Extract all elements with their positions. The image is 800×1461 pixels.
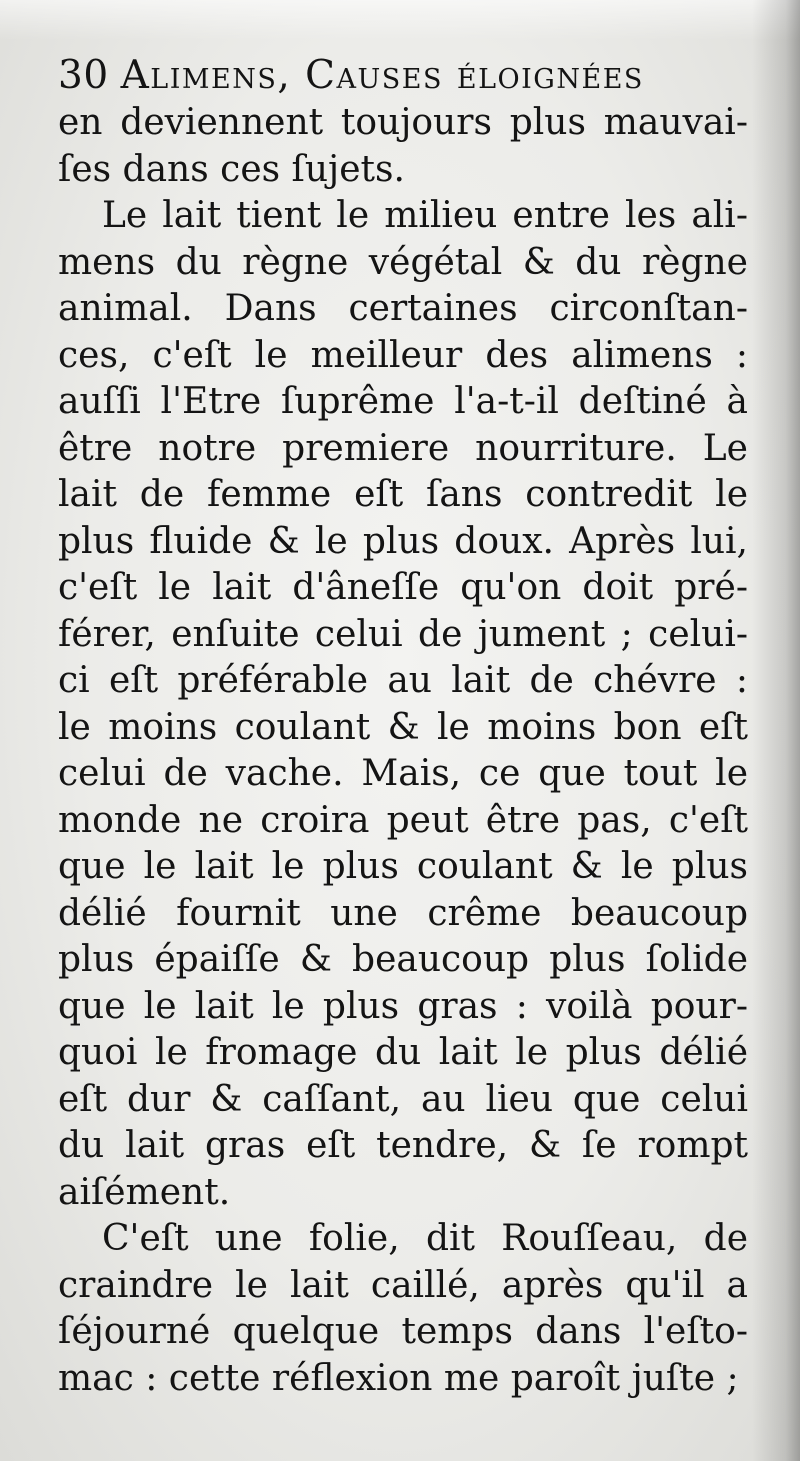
text-line: aiſément. xyxy=(58,1171,231,1213)
text-line: ces, c'eſt le meilleur des alimens : xyxy=(58,334,748,376)
page-header xyxy=(58,52,748,100)
text-line: auſſi l'Etre ſuprême l'a-t-il deſtiné à xyxy=(58,381,748,422)
text-line: que le lait le plus coulant & le plus xyxy=(58,846,748,887)
text-line: être notre premiere nourriture. Le xyxy=(58,427,748,469)
text-line: quoi le fromage du lait le plus délié xyxy=(58,1032,748,1073)
body-text xyxy=(58,100,748,1402)
paragraph xyxy=(58,1216,748,1402)
text-line: craindre le lait caillé, après qu'il a xyxy=(58,1264,748,1306)
text-line: mac : cette réflexion me paroît juſte ; xyxy=(58,1357,739,1399)
text-line: mens du règne végétal & du règne xyxy=(58,241,748,283)
text-line: eſt dur & caſſant, au lieu que celui xyxy=(58,1078,748,1120)
text-line: férer, enſuite celui de jument ; celui- xyxy=(58,613,748,655)
page-number: 30 xyxy=(58,53,109,98)
text-line: que le lait le plus gras : voilà pour- xyxy=(58,985,748,1027)
text-line: ci eſt préférable au lait de chévre : xyxy=(58,660,748,701)
text-line: en deviennent toujours plus mauvai- xyxy=(58,102,748,143)
text-line: plus épaiſſe & beaucoup plus ſolide xyxy=(58,939,748,980)
text-line: ſes dans ces ſujets. xyxy=(58,148,405,190)
text-line: monde ne croira peut être pas, c'eſt xyxy=(58,799,748,841)
page-gutter-shadow xyxy=(752,0,800,1461)
paragraph xyxy=(58,100,748,193)
text-line: le moins coulant & le moins bon eſt xyxy=(58,706,748,748)
page-text-block xyxy=(58,52,748,1402)
page-top-highlight xyxy=(0,0,800,40)
text-line: plus fluide & le plus doux. Après lui, xyxy=(58,520,748,562)
paragraph xyxy=(58,193,748,1216)
text-line: lait de femme eſt ſans contredit le xyxy=(58,474,748,515)
text-line: animal. Dans certaines circonſtan- xyxy=(58,288,748,329)
text-line: délié fournit une crême beaucoup xyxy=(58,892,748,934)
text-line: c'eſt le lait d'âneſſe qu'on doit pré- xyxy=(58,567,748,608)
text-line: Le lait tient le milieu entre les ali- xyxy=(102,195,748,236)
text-line: C'eſt une folie, dit Rouſſeau, de xyxy=(102,1218,748,1259)
text-line: du lait gras eſt tendre, & ſe rompt xyxy=(58,1125,748,1166)
text-line: ſéjourné quelque temps dans l'eſto- xyxy=(58,1311,748,1352)
text-line: celui de vache. Mais, ce que tout le xyxy=(58,753,748,794)
running-head: Alimens, Causes éloignées xyxy=(120,53,644,98)
